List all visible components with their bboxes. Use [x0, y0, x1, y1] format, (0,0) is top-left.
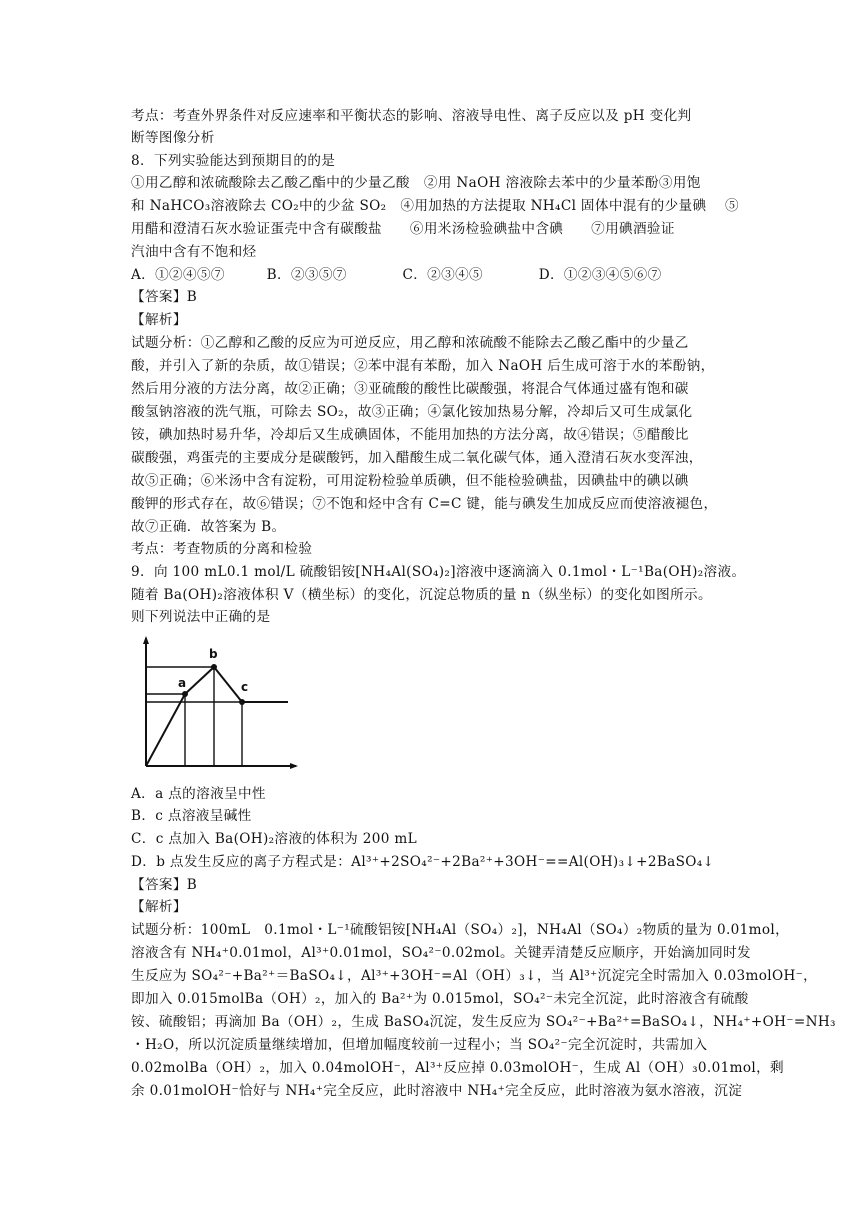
text-line: 即加入 0.015molBa（OH）₂，加入的 Ba²⁺为 0.015mol，SO₄²⁻未完全沉淀，此时溶液含有硫酸: [131, 991, 749, 1007]
point-a: [182, 691, 188, 697]
text-line: 断等图像分析: [131, 130, 215, 146]
text-line: 考点：考查物质的分离和检验: [131, 541, 313, 557]
point-b: [211, 664, 217, 670]
text-line: 试题分析：①乙醇和乙酸的反应为可逆反应，用乙醇和浓硫酸不能除去乙酸乙酯中的少量乙: [131, 335, 689, 351]
option-a: A．a 点的溶液呈中性: [131, 786, 266, 802]
text-line: 和 NaHCO₃溶液除去 CO₂中的少盆 SO₂ ④用加热的方法提取 NH₄Cl 固体中混有的少量碘 ⑤: [131, 198, 739, 214]
text-line: 故⑤正确；⑥米汤中含有淀粉，可用淀粉检验单质碘，但不能检验碘盐，因碘盐中的碘以碘: [131, 473, 689, 489]
text-line: 酸钾的形式存在，故⑥错误；⑦不饱和烃中含有 C=C 键，能与碘发生加成反应而使溶液褪色，: [131, 496, 718, 512]
text-line: 0.02molBa（OH）₂，加入 0.04molOH⁻，Al³⁺反应掉 0.03molOH⁻，生成 Al（OH）₃0.01mol，剩: [131, 1060, 784, 1076]
text-line: 酸氢钠溶液的洗气瓶，可除去 SO₂，故③正确；④氯化铵加热易分解，冷却后又可生成氯化: [131, 404, 693, 420]
text-line: ①用乙醇和浓硫酸除去乙酸乙酯中的少量乙酸 ②用 NaOH 溶液除去苯中的少量苯酚③用饱: [131, 175, 701, 191]
text-line: 余 0.01molOH⁻恰好与 NH₄⁺完全反应，此时溶液中 NH₄⁺完全反应，此时溶液为氨水溶液，沉淀: [131, 1083, 743, 1099]
label-c: c: [241, 680, 249, 694]
label-a: a: [178, 676, 187, 690]
y-axis-arrow: [143, 636, 149, 644]
option-b: B．c 点溶液呈碱性: [131, 808, 252, 824]
text-line: 汽油中含有不饱和烃: [131, 244, 257, 260]
text-line: 碳酸强，鸡蛋壳的主要成分是碳酸钙，加入醋酸生成二氧化碳气体，通入澄清石灰水变浑浊，: [131, 450, 703, 466]
analysis-label: 【解析】: [131, 312, 187, 328]
text-line: 然后用分液的方法分离，故②正确；③亚硫酸的酸性比碳酸强，将混合气体通过盛有饱和碳: [131, 381, 689, 397]
option-d: D．b 点发生反应的离子方程式是：Al³⁺+2SO₄²⁻+2Ba²⁺+3OH⁻==Al(OH)₃↓+2BaSO₄↓: [131, 854, 715, 870]
text-line: ・H₂O，所以沉淀质量继续增加，但增加幅度较前一过程小；当 SO₄²⁻完全沉淀时，共需加入: [131, 1037, 708, 1053]
text-line: 铵、硫酸铝；再滴加 Ba（OH）₂，生成 BaSO₄沉淀，发生反应为 SO₄²⁻+Ba²⁺=BaSO₄↓，NH₄⁺+OH⁻=NH₃: [131, 1014, 836, 1030]
answer-label: 【答案】B: [131, 877, 198, 893]
precipitation-graph: [138, 636, 298, 776]
text-line: 试题分析：100mL 0.1mol・L⁻¹硫酸铝铵[NH₄Al（SO₄）₂]，NH₄Al（SO₄）₂物质的量为 0.01mol，: [131, 922, 790, 938]
text-line: 溶液含有 NH₄⁺0.01mol，Al³⁺0.01mol，SO₄²⁻0.02mol。关键弄清楚反应顺序，开始滴加同时发: [131, 945, 751, 961]
text-line: 生反应为 SO₄²⁻+Ba²⁺＝BaSO₄↓，Al³⁺+3OH⁻=Al（OH）₃↓，当 Al³⁺沉淀完全时需加入 0.03molOH⁻，: [131, 968, 818, 984]
text-line: 故⑦正确．故答案为 B。: [131, 519, 286, 535]
text-line: 酸，并引入了新的杂质，故①错误；②苯中混有苯酚，加入 NaOH 后生成可溶于水的苯酚钠，: [131, 358, 715, 374]
text-line: 用醋和澄清石灰水验证蛋壳中含有碳酸盐 ⑥用米汤检验碘盐中含碘 ⑦用碘酒验证: [131, 221, 675, 237]
point-c: [239, 699, 245, 705]
answer-label: 【答案】B: [131, 289, 198, 305]
text-line: 铵，碘加热时易升华，冷却后又生成碘固体，不能用加热的方法分离，故④错误；⑤醋酸比: [131, 427, 689, 443]
label-b: b: [209, 647, 218, 661]
precipitation-curve: [146, 667, 242, 766]
x-axis-arrow: [290, 763, 298, 769]
analysis-label: 【解析】: [131, 899, 187, 915]
text-line: 随着 Ba(OH)₂溶液体积 V（横坐标）的变化，沉淀总物质的量 n（纵坐标）的变化如图所示。: [131, 587, 712, 603]
text-line: 考点：考查外界条件对反应速率和平衡状态的影响、溶液导电性、离子反应以及 pH 变化判: [131, 108, 692, 124]
question-8-title: 8．下列实验能达到预期目的的是: [131, 153, 336, 169]
answer-options: A．①②④⑤⑦ B．②③⑤⑦ C．②③④⑤ D．①②③④⑤⑥⑦: [131, 267, 662, 283]
question-9-title: 9．向 100 mL0.1 mol/L 硫酸铝铵[NH₄Al(SO₄)₂]溶液中逐滴滴入 0.1mol・L⁻¹Ba(OH)₂溶液。: [131, 564, 746, 580]
text-line: 则下列说法中正确的是: [131, 609, 271, 625]
option-c: C．c 点加入 Ba(OH)₂溶液的体积为 200 mL: [131, 831, 418, 847]
